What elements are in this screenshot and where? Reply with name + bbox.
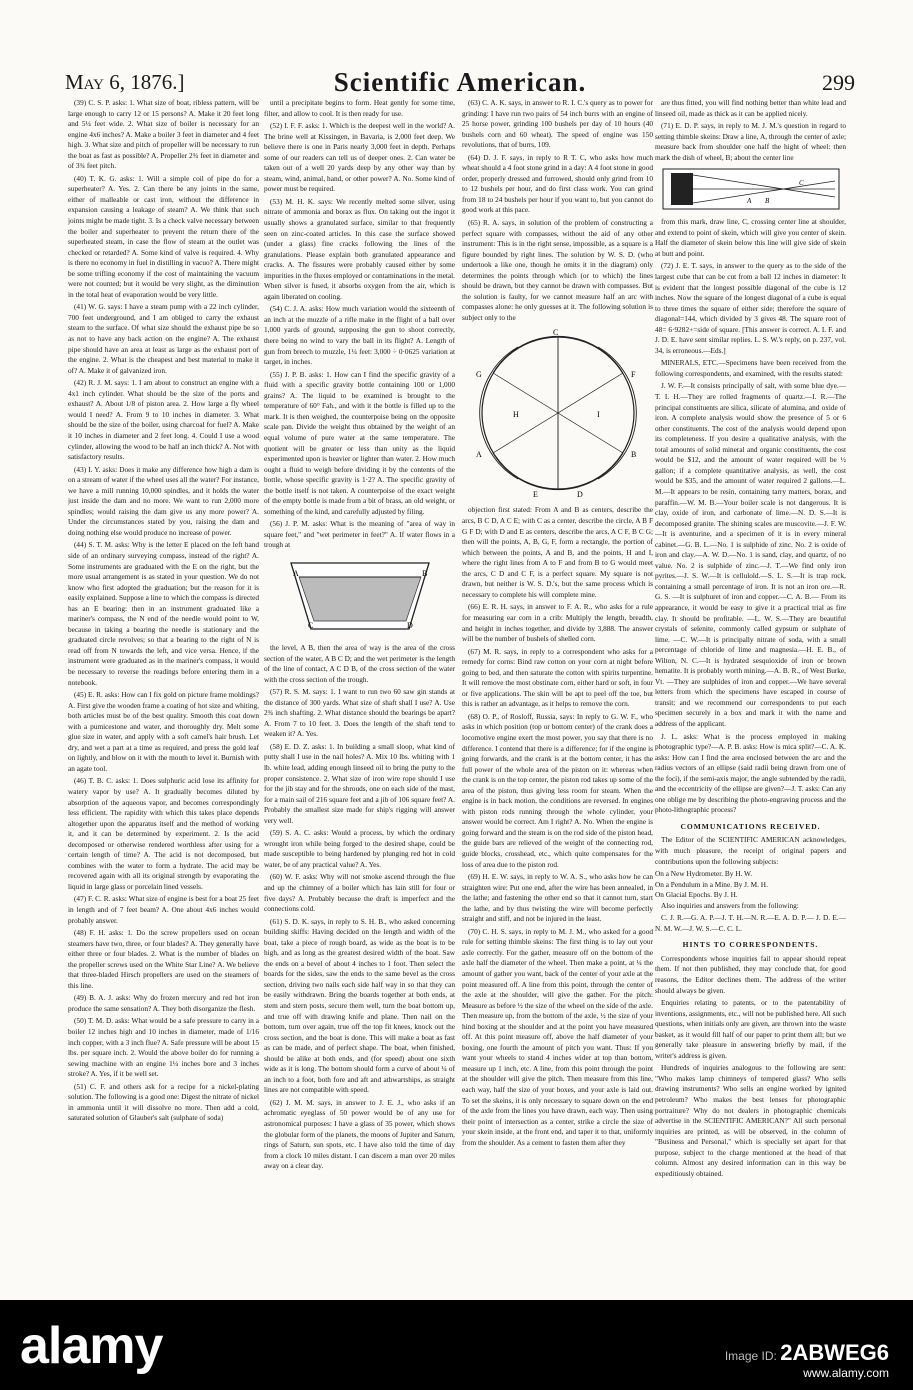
query-paragraph: objection first stated: From A and B as centers, describe the arcs, B C D, A C E; with C as a center, describe the circle, A B F G F D; with D and E as centers, describe the arcs, A C F, B C G; then will the points, A, B, G, F, form a rectangle, the portion of which between the points, A and B, and the points, H and I, where the right lines from A to F and from B to G would meet the arcs, C D and C F, is a perfect square. My square is not drawn, but neither is W. S. D.'s, but the same process which is necessary to complete his will complete mine. <box>462 505 653 599</box>
query-paragraph: (71) E. D. P. says, in reply to M. J. M.'s question in regard to setting thimble skeins: Draw a line, A, through the center of axle; measure back from shoulder one half the hight of wheel: then mark the dish of wheel, B; about the center line <box>655 121 846 162</box>
site-url: www.alamy.com <box>803 1366 889 1380</box>
query-paragraph: (57) R. S. M. says: 1. I want to run two 60 saw gin stands at the distance of 300 yards. What size of shaft shall I use? A. Use 2¾ inch shafting. 2. What distance should the bearings be apart? A. From 7 to 10 feet. 3. Does the length of the shaft tend to weaken it? A. Yes. <box>264 687 455 739</box>
communication-item: On a Pendulum in a Mine. By J. M. H. <box>655 879 768 889</box>
communications-list <box>655 869 846 901</box>
query-paragraph: (66) E. R. H. says, in answer to F. A. R., who asks for a rule for measuring ear corn in a crib: Multiply the length, breadth, and height in inches together, and divide by 3,888. The answer will be the number of bushels of shelled corn. <box>462 602 653 644</box>
column-3 <box>462 98 653 1278</box>
query-paragraph: (68) O. P., of Rosloff, Russia, says: In reply to G. W. F., who asks in which position (top or bottom center) of the crank does a locomotive engine exert the most power, you say that there is no difference. I contend that there is a difference; for if the engine is going forwards, and the crank is at the bottom center, it has the full power of the whole area of the piston on it: whereas when the crank is on the top center, the piston rod takes up some of the area of the piston, thus giving less room for steam. When the engine is in back motion, the conditions are reversed. In engines with piston rods running through the whole cylinder, your answer would be correct. Am I right? A. No. When the engine is going forward and the steam is on the rod side of the piston head, the guide bars are relieved of the weight of the connecting rod, guide blocks, crosshead, etc., which quite compensates for the loss of area due to the piston rod. <box>462 711 653 869</box>
query-paragraph: (61) S. D. K. says, in reply to S. H. B., who asked concerning building skiffs: Having decided on the length and width of the boat, take a piece of rough board, as wide as the boat is to be high, and as long as the greatest desired width of the boat. Saw the ends on a bevel of about 4 inches to 1 foot. Then select the boards for the sides, saw the ends to the same bevel as the cross section, driving two nails each side half way in so that they can be easily withdrawn. Bring the boards together at both ends, at stem and stern posts, secure them well, turn the boat bottom up, and true off with drawing knife and plane. Then nail on the bottom, turn over again, true off the top fit knees, knock out the cross section, and the boat is done. This will make a boat as fast as can be made, and of perfect shape. The boat, when finished, should be alike at both ends, and (for speed) about one sixth wide as it is long. The bottom should form a curve of about ¼ of an inch to a foot, both fore and aft and athwartships, as straight lines are not compatible with speed. <box>264 916 455 1095</box>
image-id-block <box>724 1340 889 1382</box>
query-paragraph: (50) T. M. D. asks: What would be a safe pressure to carry in a boiler 12 inches high and 10 inches in diameter, made of 1/16 inch copper, with a 3 inch flue? A. Safe pressure will be about 15 lbs. per square inch. 2. Would the above boiler do for running a sewing machine with an engine 1¼ inches bore and 3 inches stroke? A. Yes, if it be well set. <box>68 1016 259 1079</box>
axle-label-c: C <box>798 179 804 188</box>
query-paragraph: (63) C. A. K. says, in answer to R. I. C.'s query as to power for grinding: I have run two pairs of 54 inch burrs with an engine of 25 horse power, grinding 100 bushels per day of 10 hours (40 bushels corn and 60 wheat). The speed of engine was 150 revolutions, that of burrs, 109. <box>462 98 653 150</box>
query-paragraph: (52) I. F. F. asks: 1. Which is the deepest well in the world? A. The brine well at Kissingen, in Bavaria, is 2,000 feet deep. We believe there is one in Paris nearly 3,000 feet in depth. Perhaps some of our readers can tell us of deeper ones. 2. Can water be taken out of a well 20 yards deep by any other way than by steam, wind, animal, hand, or other power? A. No. Some kind of power must be required. <box>264 121 455 194</box>
communication-item: On Glacial Epochs. By J. H. <box>655 890 738 900</box>
masthead-title: Scientific American. <box>333 67 587 97</box>
query-paragraph: (43) I. Y. asks: Does it make any difference how high a dam is on a stream of water if the wheel uses all the water? For instance, we have a mill running 10,000 spindles, and it holds the water just inside the dam and no more. We want to run 2,000 more spindles; would raising the dam give us any more power? A. Under the circumstances stated by you, raising the dam and doing nothing else would produce no increase of power. <box>68 464 259 537</box>
column-1 <box>68 98 259 1278</box>
query-paragraph: (69) H. E. W. says, in reply to W. A. S., who asks how he can straighten wire: Put one end, after the wire has been annealed, in the lathe; and fastening the other end so that it cannot turn, start the lathe, and by thus twisting the wire will become perfectly straight and stiff, and not be injured in the least. <box>462 872 653 924</box>
issue-date: May 6, 1876.] <box>65 70 185 94</box>
query-paragraph: (54) C. J. A. asks: How much variation would the sixteenth of an inch at the muzzle of a rifle make in the flight of a ball over 1,000 yards of ground, supposing the gun to shoot correctly, there being no wind to vary the ball in its flight? A. Length of gun from breech to muzzle, 1¼ feet: 3,000 ÷ 0·0625 variation at target, in inches. <box>264 304 455 367</box>
query-paragraph: until a precipitate begins to form. Heat gently for some time, filter, and allow to cool. It is then ready for use. <box>264 98 455 118</box>
query-paragraph: (41) W. G. says: I have a steam pump with a 22 inch cylinder, 700 feet underground, and I am obliged to carry the exhaust steam to the surface. Of what size should the exhaust pipe be so as not to have any back action on the engine? A. The exhaust pipe should have an area at least as large as the exhaust port of the engine. 2. What is the cheapest and best material to make it of? A. Make it of galvanized iron. <box>68 302 259 375</box>
figure-label-e: E <box>532 490 538 500</box>
trough-cross-section-figure <box>285 555 435 637</box>
figure-label-h: H <box>512 410 519 420</box>
query-paragraph: (65) R. A. says, in solution of the problem of constructing a perfect square with compasses, without the aid of any other instrument: This is in the right sense, impossible, as a square is a figure bounded by right lines. The solution by W. S. D. (who undertook a like one, though he omits it in the diagram) only determines the points through which (or to which) the lines should be drawn, but they cannot be drawn with compasses. But the solution is faulty, for we cannot measure half an arc with compasses alone: he only guesses at it. The following solution is subject only to the <box>462 218 653 322</box>
trough-label-a: A <box>292 568 299 578</box>
query-paragraph: (55) J. P. B. asks: 1. How can I find the specific gravity of a fluid with a specific gravity bottle containing 100 or 1,000 grains? A. The liquid to be examined is brought to the temperature of 60° Fah., and with it the bottle is filled up to the mark. It is then weighed, the counterpoise being on the opposite scale pan. Divide the weight thus obtained by the weight of an equal volume of pure water at the same temperature. The quotient will be greater or less than unity as the liquid experimented upon is heavier or lighter than water. 2. How much ought a fluid to weigh before dividing it by the contents of the bottle, whose specific gravity is 1·2? A. The specific gravity of the bottle itself is not taken. A counterpoise of the exact weight of the empty bottle is made from a bit of brass, an old weight, or something of the kind, and carefully adjusted by filing. <box>264 369 455 516</box>
hints-heading: HINTS TO CORRESPONDENTS. <box>682 940 819 950</box>
query-paragraph: (53) M. H. K. says: We recently melted some silver, using nitrate of ammonia and borax as flux. On taking out the ingot it usually shows a granulated surface, similar to that frequently seen on zinc-coated articles. In this case the surface showed (under a glass) fine cracks following the lines of the granulations. Please explain both granulated appearance and cracks. A. The fissures were probably caused either by some impurities in the fluxes employed or contaminations in the metal. When silver is fused, it absorbs oxygen from the air, which is again liberated on cooling. <box>264 196 455 301</box>
hints-paragraph: Hundreds of inquiries analogous to the following are sent: "Who makes lamp chimneys of tempered glass? Who sells drawing instruments? Who sells an engine worked by ignited petroleum? Who makes the best lenses for photographic portraiture? Why do not dealers in photographic chemicals advertise in the SCIENTIFIC AMERICAN?" All such personal inquiries are printed, as will be observed, in the column of "Business and Personal," which is specially set apart for that purpose, subject to the charge mentioned at the head of that column. Almost any desired information can in this way be expeditiously obtained. <box>655 1063 846 1178</box>
hints-paragraph: Correspondents whose inquiries fail to appear should repeat them. If not then published, they may conclude that, for good reasons, the Editor declines them. The address of the writer should always be given. <box>655 953 846 995</box>
figure-label-d: D <box>576 490 583 500</box>
query-paragraph: (70) C. H. S. says, in reply to M. J. M., who asked for a good rule for setting thimble skeins: The first thing is to lay out your axle correctly. For the gather, measure off on the bottom of the axle half the diameter of the wheel. Then make a point, at ¼ the amount of gather you want, back of the center of your axle at the point measured off. A line from this point, through the center of the axle at the shoulder, will give the gather. For the pitch: Measure as before ½ the size of the wheel on the side of the axle. Then measure up, from the bottom of the axle, ½ the size of your hind boxing at the shoulder and at the point you have measured off. At this point measure off, above the half diameter of your boxing, one fourth the amount of pitch you want. Thus: If you want your wheels to stand 4 inches wider at top than bottom, measure up 1 inch, etc. A line, from this point through the point at the shoulder will give the pitch. Then measure from this line, each way, half the size of your boxes, and your axle is laid out. To set the skeins, it is only necessary to square down on the end of the axle from the lines you have drawn, each way. Then using their point of intersection as a center, strike a circle the size of your skein inside, at the front end, and taper it to that, uniformly from the shoulder. As a cement to fasten them after they <box>462 926 653 1147</box>
page-header <box>65 67 855 100</box>
query-paragraph: the level, A B, then the area of way is the area of the cross section of the water, A B C D; and the wet perimeter is the length of the line of contact, A C D B, of the cross section of the water with the cross section of the trough. <box>264 642 455 684</box>
query-paragraph: (46) T. B. C. asks: 1. Does sulphuric acid lose its affinity for watery vapor by use? A. It gradually becomes diluted by absorption of the aqueous vapor, and becomes correspondingly less efficient. The rapidity with which this takes place depends altogether upon the apparatus itself and the method of working it, and it can be determined by experiment. 2. Is the acid decomposed or otherwise rendered worthless after using for a certain length of time? A. The acid is not decomposed, but combines with the water to form a hydrate. The acid may be recovered again with all its original strength by evaporating the liquid in large glass or porcelain lined vessels. <box>68 776 259 891</box>
image-id: 2ABWEG6 <box>780 1340 889 1365</box>
query-paragraph: (51) C. F. and others ask for a recipe for a nickel-plating solution. The following is a good one: Digest the nitrate of nickel in ammonia until it will dissolve no more. Then add a cold, saturated solution of Glauber's salt (sulphate of soda) <box>68 1081 259 1123</box>
query-paragraph: (60) W. F. asks: Why will not smoke ascend through the flue and up the chimney of a boiler which has lain still for four or five days? A. Probably because the draft is imperfect and the connections cold. <box>264 872 455 914</box>
figure-label-i: I <box>596 410 600 420</box>
query-paragraph: J. L. asks: What is the process employed in making photographic type?—A. P. B. asks: How is mica split?—C. A. K. asks: How can I find the area enclosed between the arc and the radius vectors of an ellipse (said radii being drawn from one of the foci), if the semi-axis major, the angle subtended by the radii, and the eccentricity of the ellipse are given?—J. T. asks: Can any one oblige me by describing the photo-engraving process and the photo-lithographic process? <box>655 731 846 815</box>
query-paragraph: from this mark, draw line, C, crossing center line at shoulder, and extend to point of skein, which will give you center of skein. Half the diameter of skein below this line will give side of skein at butt and point. <box>655 217 846 258</box>
query-paragraph: (64) D. J. F. says, in reply to R T. C, who asks how much wheat should a 4 foot stone grind in a day: A 4 foot stone in good order, properly dressed and furrowed, should only grind from 10 to 12 bushels per hour, and do first class work. You can grind from 18 to 24 bushels per hour if you want to, but you cannot do good work at this pace. <box>462 152 653 215</box>
communications-also: Also inquiries and answers from the following: <box>661 900 799 910</box>
query-paragraph: (59) S. A. C. asks: Would a process, by which the ordinary wrought iron while being forged to the desired shape, could be made susceptible to being hardened by plunging red hot in cold water, be of any practical value? A. Yes. <box>264 828 455 869</box>
communications-intro: The Editor of the SCIENTIFIC AMERICAN acknowledges, with much pleasure, the receipt of original papers and contributions upon the following subjects: <box>655 835 846 866</box>
communications-names: C. J. R.—G. A. P.—J. T. H.—N. R.—E. A. D. P.— J. D. E.—N. M. W.—J. W. S.—C. C. L. <box>655 913 846 933</box>
minerals-results: J. W. F.—It consists principally of salt, with some blue dye.—T. I. H.—They are rolled fragments of quartz.—I. R.—The principal constituents are silica, silicate of alumina, and oxide of iron. A complete analysis would show the presence of 5 or 6 other constituents. The cost of the analysis would depend upon its completeness. If you desire a qualitative analysis, with the total amounts of solid mineral and organic constituents, the cost would be $12, and the amount of water required will be ½ gallon; if a complete quantitative analysis, as well, the cost would be $35, and the amount of water required 2 gallons.—L. M.—It appears to be resin, containing tarry matters, borax, and paraffin.—W. M. B.—Your boiler scale is not dangerous. It is clay, oxide of iron, and carbonate of lime.—N. D. S.—It is decomposed granite. The shining scales are muscovite.—J. F. W.—It is aventurine, and a specimen of it is in every mineral cabinet.—G. B. L.—No. 1 is sulphide of zinc. No. 2 is oxide of iron and clay.—A. W. D.—No. 1 is sand, clay, and quartz, of no value. No. 2 is sulphide of zinc.—J. T.—We find only iron pyrites.—J. S. W.—It is cellulold.—S. L. S.—It is trap rock, containing a small percentage of iron. It is not an iron ore.—R. G. S. —It is sulphuret of iron and copper.—C. A. B.— From its appearance, it would be easy to give it a practical trial as fire clay. It should be profitable. —L. W. S.—They are beautiful crystals of selenite, commonly called gypsum or sulphate of lime. —C. W.—It is principally nitrate of soda, with a small percentage of chloride of lime and magnesia.—H. E. B., of Wilton, N. C.—It is hydrated sesquioxide of iron or brown hematite. It is probably worth mining.—A. B. R., of West Burke, Vt. —They are sulphides of iron and copper.—We have several letters from which the specimens have escaped in course of transit; and we recommend our correspondents to put each specimen securely in a box and mark it with the name and address of the applicant. <box>655 381 846 728</box>
trough-label-b: B <box>421 568 427 578</box>
query-paragraph: are thus fitted, you will find nothing better than white lead and linseed oil, made as thick as it can be applied nicely. <box>655 98 846 118</box>
query-paragraph: (40) T. K. G. asks: 1. Will a simple coil of pipe do for a superheater? A. Yes. 2. Can there be any joints in the same, either of malleable or cast iron, without the difference in expansion causing a leakage of steam? A. We think that such joints might be made tight. 3. Is a check valve necessary between the boiler and superheater to prevent the return there of the superheated steam, in case the flow of steam at the outlet was checked or retarded? A. Some kind of valve is required. 4. Why is there no economy in fuel in distilling in vacuo? A. There might be some trifling economy if the cost of maintaining the vacuum were not counted; but it would be very slight, as the diminution in the total heat of evaporation would be very little. <box>68 173 259 299</box>
axle-skein-figure <box>661 167 841 211</box>
page-number: 299 <box>822 70 855 95</box>
query-paragraph: (58) E. D. Z. asks: 1. In building a small sloop, what kind of putty shall I use in the nail holes? A. Mix 10 lbs. whiting with 1 lb. white lead, adding enough linseed oil to bring the putty to the proper consistence. 2. What size of iron wire rope should I use for the jib stay and for the shrouds, one on each side of the mast, for a main sail of 216 square feet and a jib of 106 square feet? A. Probably the smallest size made for ship's rigging will answer very well. <box>264 741 455 825</box>
column-4 <box>655 98 846 1278</box>
compass-square-construction-figure <box>473 327 643 499</box>
query-paragraph: (48) F. H. asks: 1. Do the screw propellers used on ocean steamers have two, three, or four blades? A. They generally have either three or four blades. 2. What is the number of blades on the propeller screws used on the White Star Line? A. We believe that three-bladed Hirsch propellers are used on the steamers of this line. <box>68 928 259 990</box>
axle-label-a: A <box>746 197 751 206</box>
query-paragraph: (47) F. C. R. asks: What size of engine is best for a boat 25 feet in length and of 7 feet beam? A. One about 4x6 inches would probably answer. <box>68 894 259 925</box>
trough-label-d: D <box>406 620 413 630</box>
query-paragraph: (56) J. P. M. asks: What is the meaning of "area of way in square feet," and "wet perimeter in feet?" A. If water flows in a trough at <box>264 519 455 550</box>
communication-item: On a New Hydrometer. By H. W. <box>655 869 753 879</box>
figure-label-f: F <box>630 370 635 380</box>
query-paragraph: (72) J. E. T. says, in answer to the query as to the side of the largest cube that can be cut from a ball 12 inches in diameter: It is evident that the longest possible diagonal of the cube is 12 inches. Now the square of the longest diagonal of a cube is equal to three times the square of either side; therefore the square of diagonal=144, which divided by 3 gives 48. The square root of 48= 6·9282+=side of square. [This answer is correct. A. I. F. and J. D. E. have sent similar replies. L. S. W.'s reply, on p. 237, vol. 34, is erroneous.—Eds.] <box>655 261 846 355</box>
figure-label-g: G <box>475 370 482 380</box>
query-paragraph: (44) S. T. M. asks: Why is the letter E placed on the left hand side of an ordinary surveying compass, instead of the right? A. Some instruments are graduated with the E on the right, but the more usual arrangement is as stated in your question. We do not know who first adopted the graduation; but the reason for it is easily explained. Suppose a line to which the compass is directed has an E bearing: then in an instrument graduated like a mariner's compass, the N end of the needle would point to W, because in taking a bearing the needle is stationary and the graduated circle revolves; so that a bearing to the right of N is read off from N towards the left, and vice versa. Hence, if the instrument were graduated as in the mariner's compass, it would be necessary to reverse the readings before entering them in a notebook. <box>68 540 259 687</box>
query-paragraph: (42) R. J. M. says: 1. I am about to construct an engine with a 4x1 inch cylinder. What should be the size of the ports and exhaust? A. About 1/8 of piston area. 2. How large a fly wheel would I need? A. From 9 to 10 inches in diameter. 3. What should be the size of the boiler, using charcoal for fuel? A. Make it 10 inches in diameter and 2 feet long. 4. Could I use a wood cylinder, allowing the wood to be half an inch thick? A. Not with satisfactory results. <box>68 378 259 462</box>
trough-label-c: C <box>307 620 313 630</box>
alamy-logo: alamy <box>20 1317 163 1375</box>
stock-watermark-footer <box>0 1300 913 1390</box>
minerals-intro: MINERALS, ETC.—Specimens have been received from the following correspondents, and examined, with the results stated: <box>655 358 846 378</box>
figure-label-c: C <box>552 328 558 338</box>
communications-heading: COMMUNICATIONS RECEIVED. <box>680 821 821 831</box>
image-id-label: Image ID: <box>724 1349 777 1363</box>
axle-label-b: B <box>764 197 769 206</box>
hints-paragraph: Enquiries relating to patents, or to the patentability of inventions, assignments, etc., will not be published here. All such questions, when initials only are given, are thrown into the waste basket, as it would fill half of our paper to print them all; but we generally take pleasure in answering briefly by mail, if the writer's address is given. <box>655 998 846 1060</box>
query-paragraph: (39) C. S. P. asks: 1. What size of boat, ribless pattern, will be large enough to carry 12 or 15 persons? A. Make it 20 feet long and 5¼ feet wide. 2. What size of boiler is necessary for an engine 4x6 inches? A. Make a boiler 3 feet in diameter and 4 feet high. 3. What size and pitch of propeller will be necessary to run the boat as fast as possible? A. Propeller 2¾ feet in diameter and of 3¾ feet pitch. <box>68 98 259 171</box>
figure-label-a: A <box>475 450 482 460</box>
query-paragraph: (45) E. R. asks: How can I fix gold on picture frame moldings? A. First give the wooden frame a coating of hot size and whiting, both articles must be of the best quality. Smooth this coat down with a pumicestone and water, and thoroughly dry. Melt some glue size in water, and apply with a soft camel's hair brush. Let dry, and wet a part at a time as required, and press the gold leaf on lightly, and blow on it with the mouth to level it. Burnish with an agate tool. <box>68 690 259 773</box>
query-paragraph: (67) M. R. says, in reply to a correspondent who asks for a remedy for corns: Bind raw cotton on your corn at night before going to bed, and then saturate the cotton with spirits turpentine. It will remove the most obstinate corn, either hard or soft, in four or five applications. The skin will be apt to peel off the toe, but this is rather an advantage, as it helps to remove the corn. <box>462 646 653 709</box>
query-paragraph: (49) B. A. J. asks: Why do frozen mercury and red hot iron produce the same sensation? A. They both disorganize the flesh. <box>68 993 259 1013</box>
column-2 <box>264 98 455 1278</box>
query-paragraph: (62) J. M. M. says, in answer to J. E. J., who asks if an achromatic eyeglass of 50 power would be of any use for astronomical purposes: I have a glass of 35 power, which shows the globular form of the planets, the moons of Jupiter and Saturn, rings of Saturn, sun spots, etc. I have also told the time of day from a clock 10 miles distant. I can discern a man over 20 miles away on a clear day. <box>264 1097 455 1171</box>
figure-label-b: B <box>630 450 636 460</box>
